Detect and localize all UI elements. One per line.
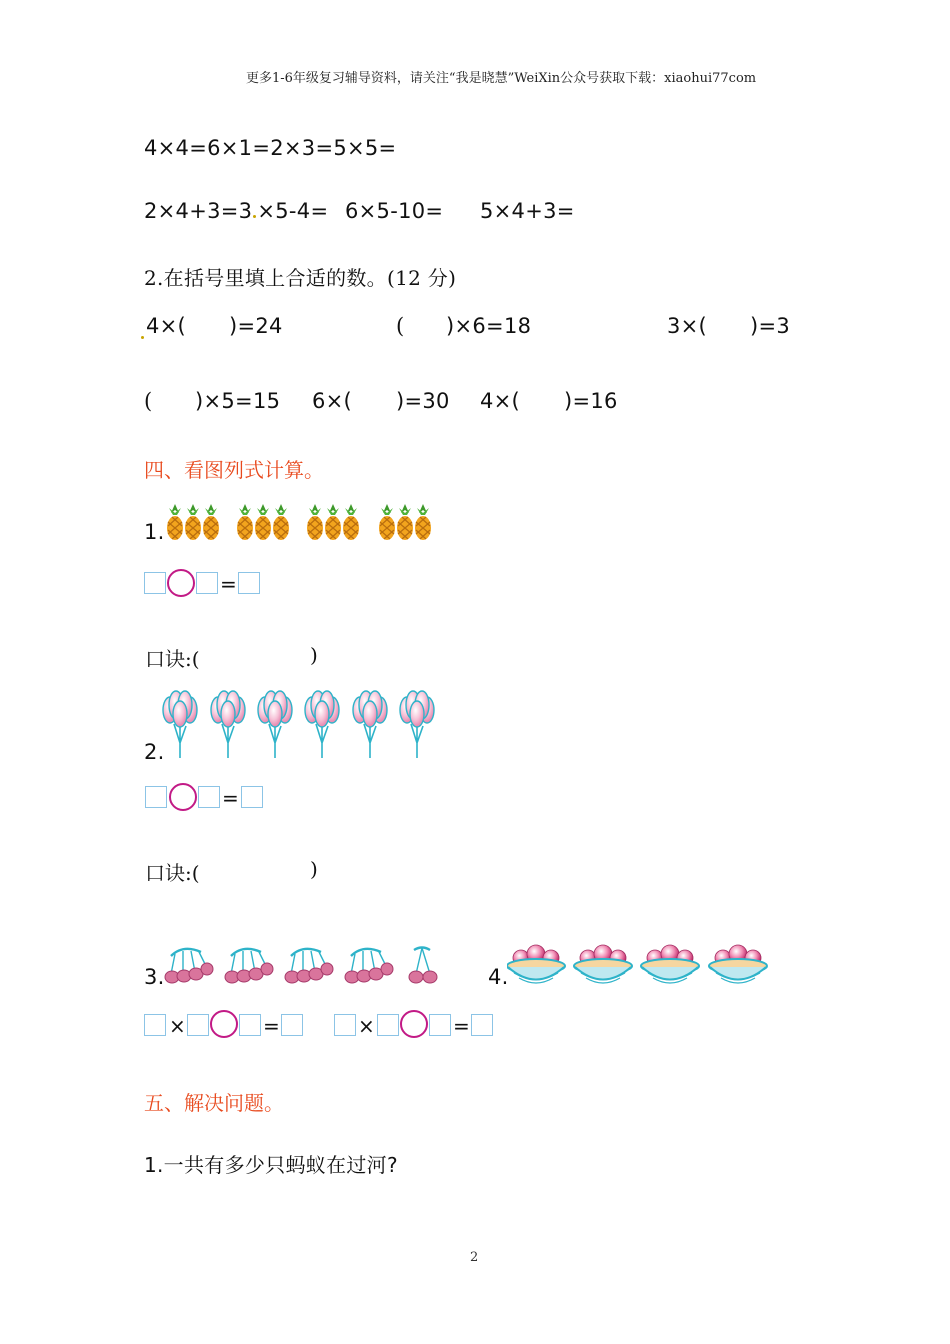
koujue-label-1: 口诀:(	[145, 647, 200, 671]
operator-circle[interactable]	[169, 783, 197, 811]
peach-bowl	[641, 945, 699, 983]
header-note: 更多1-6年级复习辅导资料，请关注“我是晓慧”WeiXin公众号获取下载：xiaohui77com	[246, 71, 757, 86]
equals-sign: =	[263, 1014, 280, 1038]
answer-box[interactable]	[238, 572, 260, 594]
problem-2-label: 2.	[144, 740, 165, 764]
marker-dot-2	[140, 336, 145, 339]
fill-5-left: 6×(	[312, 389, 353, 413]
answer-box[interactable]	[145, 786, 167, 808]
fill-6-right: )=16	[564, 389, 618, 413]
eq-2-part-d: 5×4+3=	[480, 199, 575, 223]
pineapple-group-1	[167, 504, 219, 540]
fill-1-right: )=24	[229, 314, 283, 338]
koujue-close-1: )	[310, 643, 318, 667]
equals-sign: =	[222, 786, 239, 810]
times-sign: ×	[169, 1014, 186, 1038]
cherry-bunch	[225, 949, 273, 983]
operator-circle[interactable]	[400, 1010, 428, 1038]
peach-bowl	[507, 945, 565, 983]
question-2-title: 2.在括号里填上合适的数。(12 分)	[144, 266, 457, 290]
peach-bowls-image	[507, 938, 772, 990]
problem-1-number: 1.	[144, 520, 165, 544]
operator-circle[interactable]	[210, 1010, 238, 1038]
answer-box[interactable]	[196, 572, 218, 594]
problem-3-label: 3.	[144, 965, 165, 989]
five-question-1: 1.一共有多少只蚂蚁在过河?	[144, 1153, 398, 1177]
cherry-bunch	[285, 949, 333, 983]
fill-4-left: (	[144, 389, 153, 413]
section-four-title: 四、看图列式计算。	[144, 458, 324, 482]
dot	[141, 336, 144, 339]
peach-bowl	[574, 945, 632, 983]
answer-box[interactable]	[198, 786, 220, 808]
eq-2-part-a: 2×4+3=3	[144, 199, 253, 223]
fill-6-left: 4×(	[480, 389, 521, 413]
answer-box[interactable]	[334, 1014, 356, 1036]
problem-4-label: 4.	[488, 965, 509, 989]
balloon-bunch	[258, 691, 292, 758]
fill-5-right: )=30	[396, 389, 450, 413]
fill-3-left: 3×(	[667, 314, 708, 338]
equals-sign: =	[220, 572, 237, 596]
times-sign: ×	[358, 1014, 375, 1038]
peach-bowl	[709, 945, 767, 983]
pineapple-groups-image	[166, 502, 441, 542]
balloon-bunches-image	[160, 688, 440, 760]
answer-box[interactable]	[187, 1014, 209, 1036]
fill-4-right: )×5=15	[195, 389, 281, 413]
eq-2-part-c: 6×5-10=	[345, 199, 444, 223]
equation-line-1: 4×4=6×1=2×3=5×5=	[144, 136, 397, 160]
equals-sign: =	[453, 1014, 470, 1038]
fill-2-left: (	[396, 314, 405, 338]
eq-2-part-b: ×5-4=	[257, 199, 329, 223]
balloon-bunch	[163, 691, 197, 758]
balloon-bunch	[305, 691, 339, 758]
answer-box[interactable]	[471, 1014, 493, 1036]
answer-box[interactable]	[281, 1014, 303, 1036]
answer-box[interactable]	[377, 1014, 399, 1036]
cherry-groups-image	[163, 944, 443, 988]
answer-box[interactable]	[144, 1014, 166, 1036]
answer-box[interactable]	[241, 786, 263, 808]
koujue-close-2: )	[310, 857, 318, 881]
pineapple-group-2	[237, 504, 289, 540]
page-number: 2	[470, 1250, 479, 1265]
marker-dot	[253, 215, 256, 218]
cherry-bunch	[345, 949, 393, 983]
pineapple-group-4	[379, 504, 431, 540]
fill-2-right: )×6=18	[446, 314, 532, 338]
koujue-label-2: 口诀:(	[145, 861, 200, 885]
operator-circle[interactable]	[167, 569, 195, 597]
answer-box[interactable]	[239, 1014, 261, 1036]
pineapple-group-3	[307, 504, 359, 540]
answer-box[interactable]	[144, 572, 166, 594]
balloon-bunch	[400, 691, 434, 758]
equation-line-2	[144, 199, 328, 223]
section-five-title: 五、解决问题。	[144, 1091, 284, 1115]
cherry-bunch	[409, 948, 437, 984]
fill-1-left: 4×(	[146, 314, 187, 338]
fill-3-right: )=3	[750, 314, 791, 338]
answer-box[interactable]	[429, 1014, 451, 1036]
balloon-bunch	[353, 691, 387, 758]
problem-1-label	[144, 520, 165, 544]
balloon-bunch	[211, 691, 245, 758]
cherry-bunch	[165, 949, 213, 983]
